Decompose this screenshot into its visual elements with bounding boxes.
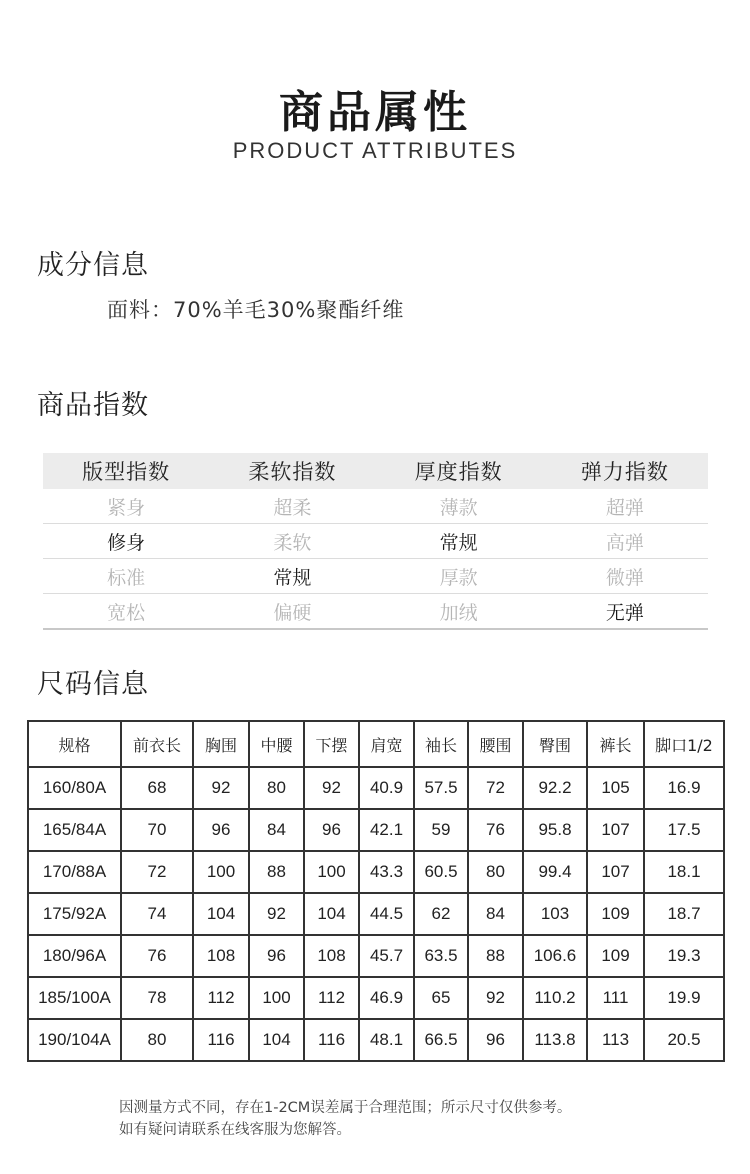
index-cell: 修身 (107, 531, 146, 554)
index-cell: 无弹 (605, 601, 644, 624)
page-title: 商品属性 (279, 87, 471, 138)
size-cell: 76 (468, 809, 523, 851)
size-cell: 95.8 (523, 809, 587, 851)
size-cell: 44.5 (359, 893, 414, 935)
size-cell: 103 (523, 893, 587, 935)
size-cell: 68 (121, 767, 193, 809)
index-row (43, 489, 708, 524)
size-cell: 88 (249, 851, 304, 893)
size-cell: 80 (468, 851, 523, 893)
size-cell: 107 (587, 809, 644, 851)
size-cell: 107 (587, 851, 644, 893)
size-header-cell: 规格 (28, 721, 121, 767)
size-cell: 112 (304, 977, 359, 1019)
index-cell: 标准 (107, 566, 146, 589)
index-cell: 加绒 (439, 601, 478, 624)
size-cell: 40.9 (359, 767, 414, 809)
size-cell: 100 (304, 851, 359, 893)
index-cell: 薄款 (439, 496, 478, 519)
size-table (27, 720, 725, 1062)
size-cell: 185/100A (28, 977, 121, 1019)
size-header-cell: 胸围 (193, 721, 249, 767)
index-header-cell: 弹力指数 (580, 460, 669, 484)
size-cell: 96 (304, 809, 359, 851)
table-row (28, 1019, 724, 1061)
size-cell: 108 (304, 935, 359, 977)
page-subtitle: PRODUCT ATTRIBUTES (232, 138, 518, 163)
size-cell: 106.6 (523, 935, 587, 977)
index-header-cell: 版型指数 (82, 460, 171, 484)
index-header-row (43, 453, 708, 489)
index-cell: 偏硬 (273, 601, 312, 624)
size-cell: 63.5 (414, 935, 468, 977)
size-header-cell: 中腰 (249, 721, 304, 767)
index-cell: 宽松 (107, 601, 146, 624)
index-cell: 厚款 (439, 566, 478, 589)
size-cell: 57.5 (414, 767, 468, 809)
size-cell: 113.8 (523, 1019, 587, 1061)
index-cell: 高弹 (605, 531, 644, 554)
size-cell: 60.5 (414, 851, 468, 893)
composition-section-title: 成分信息 (37, 250, 149, 281)
size-cell: 180/96A (28, 935, 121, 977)
index-header-cell: 柔软指数 (248, 460, 337, 484)
size-cell: 105 (587, 767, 644, 809)
composition-text: 面料：70%羊毛30%聚酯纤维 (107, 298, 405, 322)
index-cell: 常规 (439, 531, 478, 554)
size-cell: 108 (193, 935, 249, 977)
size-cell: 88 (468, 935, 523, 977)
index-row (43, 559, 708, 594)
size-section-title: 尺码信息 (37, 669, 149, 700)
size-cell: 100 (193, 851, 249, 893)
size-cell: 96 (468, 1019, 523, 1061)
size-cell: 109 (587, 935, 644, 977)
size-cell: 110.2 (523, 977, 587, 1019)
size-header-cell: 脚口1/2 (644, 721, 724, 767)
size-cell: 112 (193, 977, 249, 1019)
size-cell: 165/84A (28, 809, 121, 851)
index-cell: 超弹 (605, 496, 644, 519)
index-body (43, 489, 708, 630)
size-cell: 100 (249, 977, 304, 1019)
measurement-note: 因测量方式不同，存在1-2CM误差属于合理范围；所示尺寸仅供参考。 (119, 1100, 572, 1116)
index-cell: 紧身 (107, 496, 146, 519)
size-cell: 59 (414, 809, 468, 851)
index-cell: 常规 (273, 566, 312, 589)
index-row (43, 594, 708, 630)
size-cell: 48.1 (359, 1019, 414, 1061)
size-header-cell: 腰围 (468, 721, 523, 767)
size-cell: 46.9 (359, 977, 414, 1019)
size-cell: 109 (587, 893, 644, 935)
size-cell: 43.3 (359, 851, 414, 893)
size-header-cell: 袖长 (414, 721, 468, 767)
size-cell: 62 (414, 893, 468, 935)
size-cell: 116 (304, 1019, 359, 1061)
size-cell: 92 (304, 767, 359, 809)
size-cell: 80 (121, 1019, 193, 1061)
size-cell: 96 (249, 935, 304, 977)
size-cell: 72 (121, 851, 193, 893)
size-cell: 104 (249, 1019, 304, 1061)
size-cell: 78 (121, 977, 193, 1019)
index-section-title: 商品指数 (37, 390, 149, 421)
size-cell: 45.7 (359, 935, 414, 977)
table-row (28, 809, 724, 851)
size-cell: 92 (193, 767, 249, 809)
size-cell: 160/80A (28, 767, 121, 809)
size-cell: 19.3 (644, 935, 724, 977)
product-index-table (43, 453, 708, 630)
index-row (43, 524, 708, 559)
table-row (28, 851, 724, 893)
index-header-cell: 厚度指数 (414, 460, 503, 484)
size-cell: 96 (193, 809, 249, 851)
size-cell: 19.9 (644, 977, 724, 1019)
size-header-cell: 臀围 (523, 721, 587, 767)
size-body (28, 767, 724, 1061)
size-cell: 113 (587, 1019, 644, 1061)
table-row (28, 767, 724, 809)
size-cell: 70 (121, 809, 193, 851)
index-cell: 柔软 (273, 531, 312, 554)
index-cell: 微弹 (605, 566, 644, 589)
size-cell: 84 (468, 893, 523, 935)
table-row (28, 935, 724, 977)
size-cell: 20.5 (644, 1019, 724, 1061)
index-cell: 超柔 (273, 496, 312, 519)
size-cell: 16.9 (644, 767, 724, 809)
size-header-cell: 肩宽 (359, 721, 414, 767)
table-row (28, 893, 724, 935)
size-header-cell: 下摆 (304, 721, 359, 767)
size-cell: 18.1 (644, 851, 724, 893)
size-cell: 80 (249, 767, 304, 809)
size-cell: 66.5 (414, 1019, 468, 1061)
size-cell: 42.1 (359, 809, 414, 851)
size-cell: 92.2 (523, 767, 587, 809)
size-cell: 74 (121, 893, 193, 935)
size-cell: 111 (587, 977, 644, 1019)
size-header-cell: 裤长 (587, 721, 644, 767)
size-cell: 65 (414, 977, 468, 1019)
size-cell: 76 (121, 935, 193, 977)
size-cell: 18.7 (644, 893, 724, 935)
size-cell: 190/104A (28, 1019, 121, 1061)
contact-note: 如有疑问请联系在线客服为您解答。 (119, 1122, 351, 1138)
size-cell: 104 (193, 893, 249, 935)
size-cell: 99.4 (523, 851, 587, 893)
size-cell: 170/88A (28, 851, 121, 893)
size-cell: 17.5 (644, 809, 724, 851)
size-cell: 116 (193, 1019, 249, 1061)
size-cell: 92 (468, 977, 523, 1019)
size-cell: 104 (304, 893, 359, 935)
size-cell: 92 (249, 893, 304, 935)
size-header-cell: 前衣长 (121, 721, 193, 767)
table-row (28, 977, 724, 1019)
size-cell: 84 (249, 809, 304, 851)
size-cell: 72 (468, 767, 523, 809)
size-cell: 175/92A (28, 893, 121, 935)
size-header-row (28, 721, 724, 767)
